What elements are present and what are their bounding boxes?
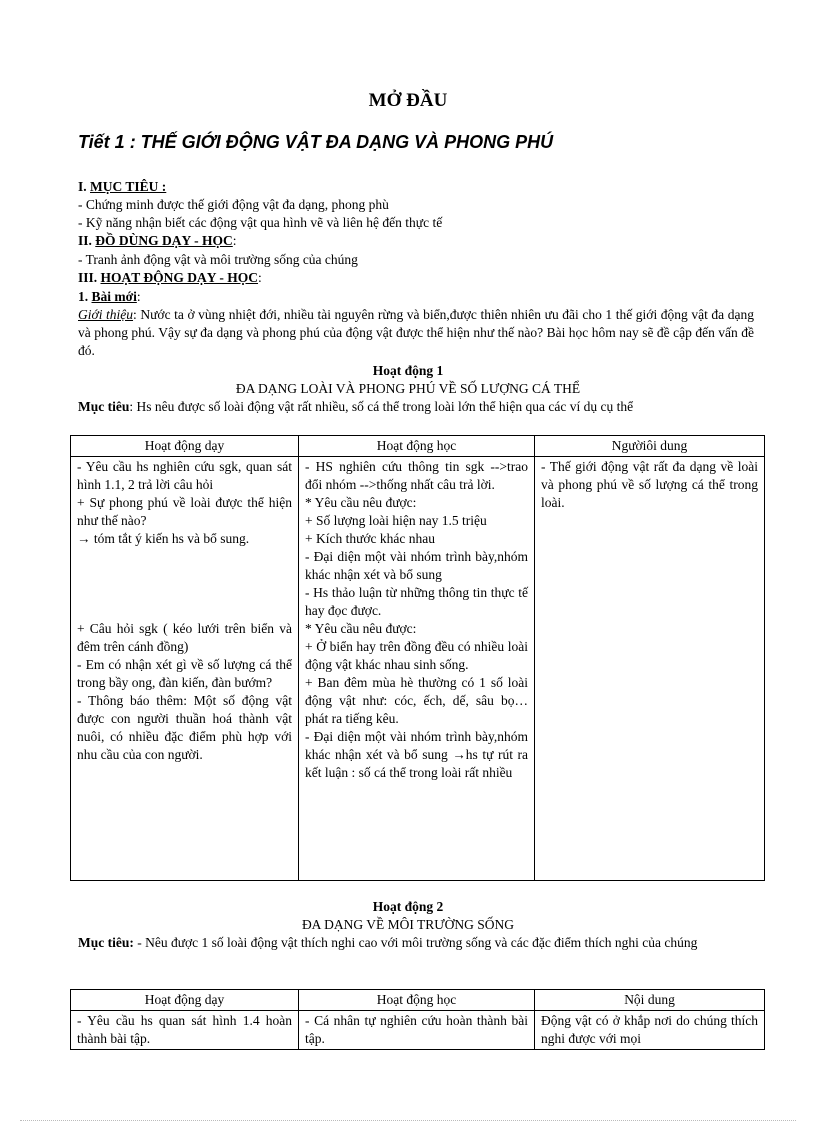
materials-item: - Tranh ảnh động vật và môi trường sống của chúng [78,252,358,267]
content-cell: - Thế giới động vật rất đa dạng về loài và phong phú về số lượng cá thể trong loài. [535,457,765,881]
activity1-goal: Mục tiêu: Hs nêu được số loài động vật rất nhiều, số cá thể trong loài lớn thể hiện qua các ví dụ cụ thể [78,399,634,414]
activity2-table [70,989,765,1050]
activity1-title: ĐA DẠNG LOÀI VÀ PHONG PHÚ VỀ SỐ LƯỢNG CÁ THỂ [235,381,581,396]
column-header-content: Nội dung [535,990,765,1011]
activity2-label: Hoạt động 2 [372,899,444,914]
content-cell: Động vật có ở khắp nơi do chúng thích nghi được với mọi [535,1011,765,1050]
activity2-title: ĐA DẠNG VỀ MÔI TRƯỜNG SỐNG [301,917,515,932]
column-header-learning: Hoạt động học [299,990,535,1011]
teaching-cell: - Yêu cầu hs nghiên cứu sgk, quan sát hình 1.1, 2 trả lời câu hỏi + Sự phong phú về loài được thể hiện như thế nào? → tóm tắt ý kiến hs và bổ sung. + Câu hỏi sgk ( kéo lưới trên biển và đêm trên cánh đồng) - Em có nhận xét gì về số lượng cá thể trong bầy ong, đàn kiến, đàn bướm? - Thông báo thêm: Một số động vật được con người thuần hoá thành vật nuôi, có nhiều đặc điểm phù hợp với nhu cầu của con người. [71,457,299,881]
column-header-teaching: Hoạt động dạy [71,436,299,457]
objective-item: - Kỹ năng nhận biết các động vật qua hình vẽ và liên hệ đến thực tế [78,215,443,230]
section-objectives-heading: I. MỤC TIÊU : [78,179,167,194]
page-bottom-divider [20,1120,796,1121]
section-materials-heading: II. ĐỒ DÙNG DẠY - HỌC: [78,233,237,248]
section-activities-heading: III. HOẠT ĐỘNG DẠY - HỌC: [78,270,262,285]
intro-paragraph: Giới thiệu: Nước ta ở vùng nhiệt đới, nhiều tài nguyên rừng và biển,được thiên nhiên ưu đãi cho 1 thế giới động vật đa dạng và phong phú. Vậy sự đa dạng và phong phú của động vật được thể hiện như thế nào? Bài học hôm nay sẽ đề cập đến vấn đề đó. [78,307,754,358]
new-lesson-heading: 1. Bài mới: [78,289,141,304]
column-header-teaching: Hoạt động dạy [71,990,299,1011]
teaching-cell: - Yêu cầu hs quan sát hình 1.4 hoàn thành bài tập. [71,1011,299,1050]
learning-cell: - Cá nhân tự nghiên cứu hoàn thành bài tập. [299,1011,535,1050]
learning-cell: - HS nghiên cứu thông tin sgk -->trao đổi nhóm -->thống nhất câu trả lời. * Yêu cầu nêu được: + Số lượng loài hiện nay 1.5 triệu + Kích thước khác nhau - Đại diện một vài nhóm trình bày,nhóm khác nhận xét và bổ sung - Hs thảo luận từ những thông tin thực tế hay đọc được. * Yêu cầu nêu được: + Ở biển hay trên đồng đều có nhiều loài động vật khác nhau sinh sống. + Ban đêm mùa hè thường có 1 số loài động vật như: cóc, ếch, dế, sâu bọ… phát ra tiếng kêu. - Đại diện một vài nhóm trình bày,nhóm khác nhận xét và bổ sung →hs tự rút ra kết luận : số cá thể trong loài rất nhiều [299,457,535,881]
column-header-learning: Hoạt động học [299,436,535,457]
column-header-content: Ngườiôi dung [535,436,765,457]
activity1-label: Hoạt động 1 [372,363,444,378]
objective-item: - Chứng minh được thế giới động vật đa dạng, phong phù [78,197,389,212]
page-title: MỞ ĐẦU [368,90,448,111]
activity1-table [70,435,765,881]
lesson-title: Tiết 1 : THẾ GIỚI ĐỘNG VẬT ĐA DẠNG VÀ PHONG PHÚ [78,132,554,152]
activity2-goal: Mục tiêu: - Nêu được 1 số loài động vật thích nghi cao với môi trường sống và các đặc điểm thích nghi của chúng [78,935,698,950]
